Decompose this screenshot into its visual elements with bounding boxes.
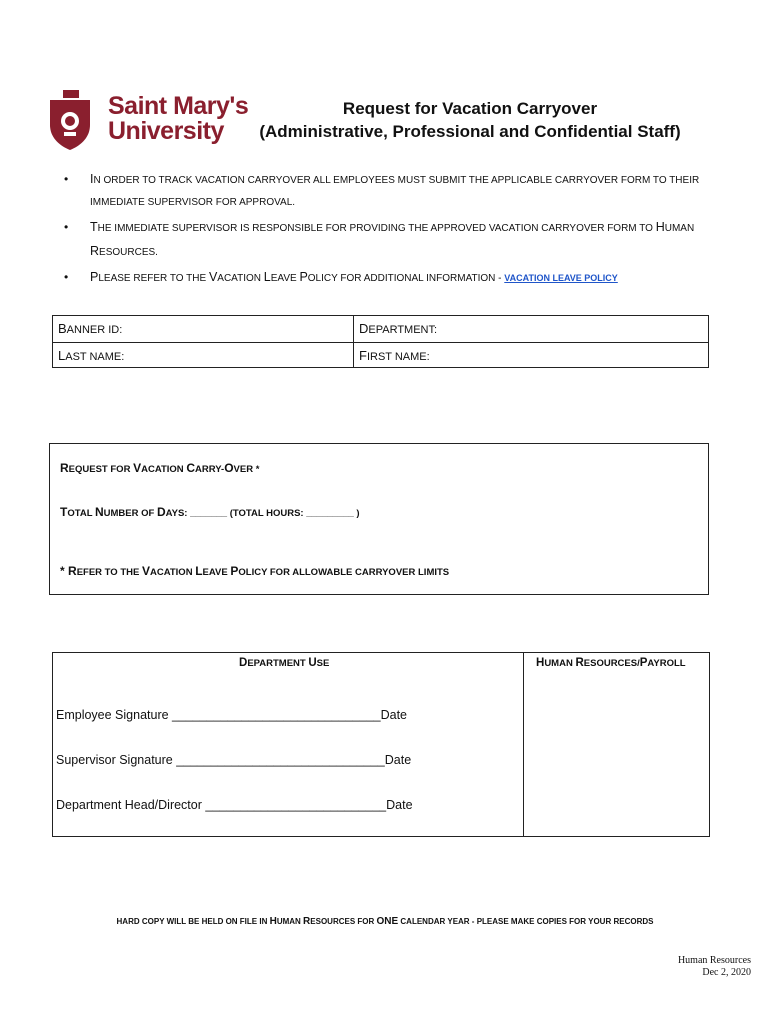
logo-line-2: University [108, 117, 224, 145]
signature-box [52, 652, 710, 837]
field-initial: F [359, 348, 367, 363]
department-use-heading: DEPARTMENT USE [239, 657, 330, 669]
instruction-initial: P [299, 270, 308, 284]
department-field[interactable] [354, 316, 709, 342]
instruction-list [60, 168, 710, 292]
title-line-1: Request for Vacation Carryover [342, 99, 598, 118]
request-heading: REQUEST FOR VACATION CARRY-OVER * [60, 461, 260, 475]
carryover-limit-note: * REFER TO THE VACATION LEAVE POLICY FOR ALLOWABLE CARRYOVER LIMITS [60, 564, 450, 578]
instruction-item [60, 216, 710, 264]
hr-payroll-heading: HUMAN RESOURCES/PAYROLL [536, 657, 686, 669]
signature-divider [523, 653, 524, 836]
instruction-text: N ORDER TO TRACK VACATION CARRYOVER ALL EMPLOYEES MUST SUBMIT THE APPLICABLE CARRYOVER FORM TO THEIR IMMEDIATE SUPERVISOR FOR APPROVAL. [90, 175, 700, 208]
instruction-item [60, 168, 710, 214]
instruction-initial: R [90, 244, 100, 258]
employee-info-table [52, 315, 709, 368]
instruction-text: UMAN [664, 223, 695, 234]
logo-wordmark [108, 94, 248, 144]
banner-id-field[interactable] [53, 316, 353, 342]
supervisor-signature-field[interactable]: Supervisor Signature ______________________________Date [56, 753, 412, 767]
instruction-initial: P [90, 270, 99, 284]
instruction-initial: H [655, 220, 665, 234]
instruction-item [60, 266, 710, 290]
document-footer [678, 955, 751, 979]
title-line-2: (Administrative, Professional and Confidential Staff) [259, 122, 681, 141]
employee-signature-field[interactable]: Employee Signature ______________________________Date [56, 708, 408, 722]
records-note: HARD COPY WILL BE HELD ON FILE IN HUMAN RESOURCES FOR ONE CALENDAR YEAR - PLEASE MAKE COPIES FOR YOUR RECORDS [116, 916, 654, 927]
carryover-request-box [49, 443, 709, 595]
field-label: ANNER ID: [66, 324, 123, 336]
instruction-initial: V [208, 270, 218, 284]
field-label: AST NAME: [65, 351, 125, 363]
vacation-leave-policy-link[interactable]: VACATION LEAVE POLICY [504, 273, 618, 283]
field-label: EPARTMENT: [368, 324, 438, 336]
instruction-text: LEASE REFER TO THE [98, 273, 209, 284]
instruction-text: OLICY FOR ADDITIONAL INFORMATION - [307, 273, 505, 284]
instruction-text: ESOURCES. [99, 247, 158, 258]
first-name-field[interactable] [354, 343, 709, 369]
form-title [250, 97, 690, 143]
field-label: IRST NAME: [366, 351, 430, 363]
field-initial: D [359, 321, 369, 336]
instruction-initial: T [90, 220, 98, 234]
field-initial: B [58, 321, 67, 336]
instruction-text: EAVE [270, 273, 300, 284]
department-head-signature-field[interactable]: Department Head/Director __________________________Date [56, 798, 413, 812]
footer-date: Dec 2, 2020 [702, 967, 751, 978]
field-initial: L [58, 348, 66, 363]
instruction-text: ACATION [217, 273, 264, 284]
last-name-field[interactable] [53, 343, 353, 369]
instruction-initial: L [263, 270, 271, 284]
instruction-text: HE IMMEDIATE SUPERVISOR IS RESPONSIBLE FOR PROVIDING THE APPROVED VACATION CARRYOVER FORM TO [97, 223, 656, 234]
logo-line-1: Saint Mary's [108, 92, 249, 120]
footer-department: Human Resources [677, 955, 751, 966]
total-days-field[interactable]: TOTAL NUMBER OF DAYS: _______ (TOTAL HOURS: _________ ) [60, 505, 360, 519]
instruction-initial: I [90, 172, 94, 186]
